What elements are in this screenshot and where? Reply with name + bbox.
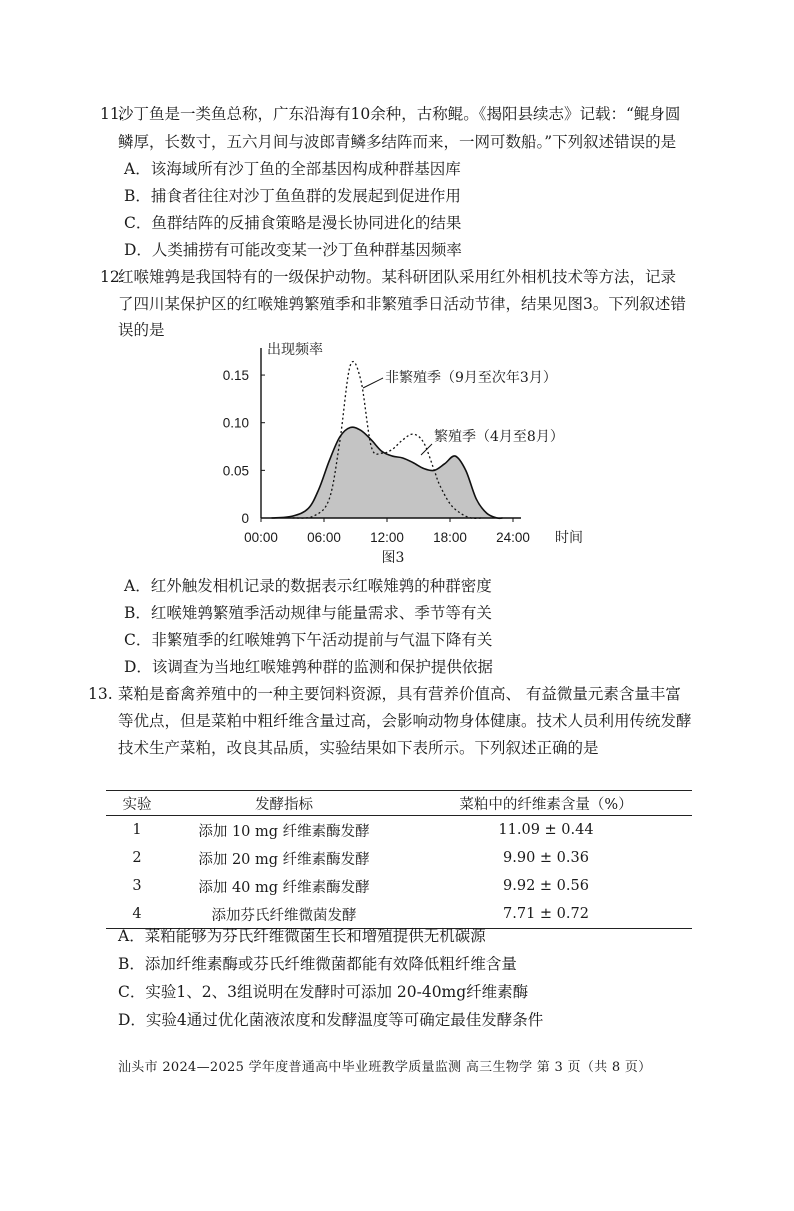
table-header-cell: 菜粕中的纤维素含量（%）	[400, 791, 692, 816]
table-cell: 2	[132, 850, 142, 866]
q12-stem-line-1: 红喉雉鹑是我国特有的一级保护动物。某科研团队采用红外相机技术等方法，记录	[118, 268, 677, 286]
table-cell: 9.90 ± 0.36	[503, 850, 589, 866]
table-row	[106, 816, 692, 845]
fermentation-results-table	[106, 790, 692, 929]
q11-stem-line-2: 鳞厚，长数寸，五六月间与波郎青鳞多结阵而来，一网可数船。”下列叙述错误的是	[118, 133, 677, 151]
table-header-cell: 实验	[106, 791, 168, 816]
table-cell: 9.92 ± 0.56	[503, 878, 589, 894]
table-cell: 添加芬氏纤维微菌发酵	[168, 900, 400, 929]
annotation-non-breeding-season: 非繁殖季（9月至次年3月）	[385, 370, 557, 386]
table-cell: 7.71 ± 0.72	[400, 900, 692, 929]
q13-stem-line-1: 菜粕是畜禽养殖中的一种主要饲料资源，具有营养价值高、 有益微量元素含量丰富	[118, 685, 681, 703]
q11-option-d: D．人类捕捞有可能改变某一沙丁鱼种群基因频率	[124, 241, 462, 259]
q11-option-a: A．该海域所有沙丁鱼的全部基因构成种群基因库	[124, 160, 461, 178]
q12-number: 12.	[100, 268, 125, 286]
x-tick-label: 12:00	[370, 530, 404, 545]
q13-stem-line-2: 等优点，但是菜粕中粗纤维含量过高，会影响动物身体健康。技术人员利用传统发酵	[118, 712, 692, 730]
y-tick-label: 0.10	[222, 415, 249, 431]
chart-svg	[215, 340, 595, 570]
q12-option-a: A．红外触发相机记录的数据表示红喉雉鹑的种群密度	[124, 577, 492, 595]
x-tick-label: 00:00	[244, 530, 278, 545]
q11-option-c: C．鱼群结阵的反捕食策略是漫长协同进化的结果	[124, 214, 462, 232]
q13-option-b: B．添加纤维素酶或芬氏纤维微菌都能有效降低粗纤维含量	[118, 955, 517, 973]
q11-stem-line-1: 沙丁鱼是一类鱼总称，广东沿海有10余种，古称鲲。《揭阳县续志》记载：“鲲身圆	[118, 105, 681, 123]
q13-number: 13.	[88, 685, 113, 703]
table-row	[106, 900, 692, 929]
y-tick-label: 0.15	[222, 368, 249, 384]
annotation-leader-breeding	[421, 444, 432, 455]
table-cell: 添加 40 mg 纤维素酶发酵	[198, 879, 370, 896]
figure-caption: 图3	[381, 550, 405, 566]
q13-option-a: A．菜粕能够为芬氏纤维微菌生长和增殖提供无机碳源	[118, 927, 486, 945]
x-tick-label: 24:00	[496, 530, 530, 545]
q12-option-c: C．非繁殖季的红喉雉鹑下午活动提前与气温下降有关	[124, 631, 493, 649]
table-row	[106, 872, 692, 900]
table-cell: 添加 20 mg 纤维素酶发酵	[198, 851, 370, 868]
q12-option-d: D．该调查为当地红喉雉鹑种群的监测和保护提供依据	[124, 658, 493, 676]
q12-option-b: B．红喉雉鹑繁殖季活动规律与能量需求、季节等有关	[124, 604, 492, 622]
q13-option-c: C．实验1、2、3组说明在发酵时可添加 20-40mg纤维素酶	[118, 983, 529, 1001]
page-footer: 汕头市 2024—2025 学年度普通高中毕业班教学质量监测 高三生物学 第 3 页（共 8 页）	[118, 1060, 652, 1075]
table-cell: 11.09 ± 0.44	[498, 822, 594, 838]
activity-rhythm-chart	[215, 340, 595, 570]
table-row	[106, 844, 692, 872]
q12-stem-line-3: 误的是	[118, 321, 165, 339]
q11-number: 11.	[100, 105, 125, 123]
q13-stem-line-3: 技术生产菜粕，改良其品质，实验结果如下表所示。下列叙述正确的是	[118, 739, 599, 757]
annotation-breeding-season: 繁殖季（4月至8月）	[434, 429, 564, 445]
x-tick-label: 18:00	[433, 530, 467, 545]
y-tick-label: 0	[241, 511, 249, 526]
table-header-cell: 发酵指标	[168, 791, 400, 816]
q12-stem-line-2: 了四川某保护区的红喉雉鹑繁殖季和非繁殖季日活动节律，结果见图3。下列叙述错	[118, 295, 686, 313]
table-cell: 3	[132, 878, 142, 894]
table-cell: 添加 10 mg 纤维素酶发酵	[198, 823, 370, 840]
table-cell: 1	[132, 822, 142, 838]
annotation-leader-non-breeding	[363, 378, 383, 388]
table-cell: 4	[106, 900, 168, 929]
x-axis-label: 时间	[555, 530, 583, 546]
q11-option-b: B．捕食者往往对沙丁鱼鱼群的发展起到促进作用	[124, 187, 461, 205]
y-axis-label: 出现频率	[267, 342, 323, 358]
y-tick-label: 0.05	[222, 463, 249, 479]
table-header-row	[106, 791, 692, 816]
x-tick-label: 06:00	[307, 530, 341, 545]
q13-option-d: D．实验4通过优化菌液浓度和发酵温度等可确定最佳发酵条件	[118, 1011, 544, 1029]
